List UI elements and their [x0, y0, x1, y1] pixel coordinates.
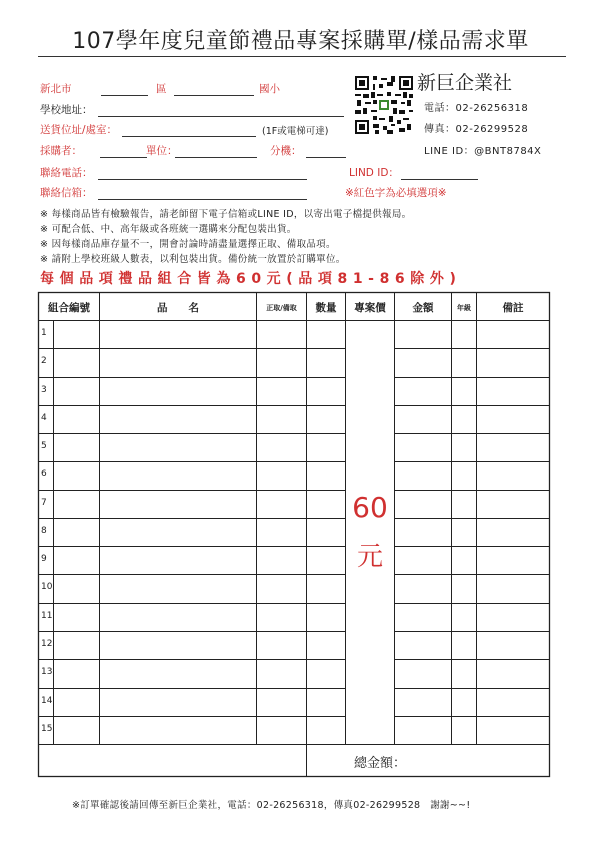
- unit-label: 單位：: [146, 145, 178, 157]
- table-row[interactable]: [39, 348, 549, 376]
- table-row[interactable]: [39, 716, 549, 744]
- address-label: 學校地址：: [40, 104, 93, 116]
- header-grade: 年級: [457, 304, 471, 312]
- row-number: 11: [41, 610, 53, 621]
- table-row[interactable]: [39, 574, 549, 602]
- table-row[interactable]: [39, 433, 549, 461]
- table-row[interactable]: [39, 405, 549, 433]
- table-row[interactable]: [39, 688, 549, 716]
- footer-note: ※訂單確認後請回傳至新巨企業社，電話：02-26256318，傳真02-26299528 謝謝~~!: [72, 800, 471, 811]
- table-row[interactable]: [39, 490, 549, 518]
- table-row[interactable]: [39, 320, 549, 348]
- company-tel: 電話：02-26256318: [424, 103, 529, 114]
- row-number: 2: [41, 356, 47, 367]
- company-name: 新巨企業社: [417, 72, 513, 94]
- page-title: 107學年度兒童節禮品專案採購單/樣品需求單: [72, 29, 529, 54]
- row-number: 7: [41, 497, 47, 508]
- delivery-label: 送貨位址/處室：: [40, 124, 118, 136]
- buyer-label: 採購者：: [40, 145, 82, 157]
- row-number: 4: [41, 412, 47, 423]
- row-number: 9: [41, 554, 47, 565]
- total-label: 總金額：: [354, 756, 407, 771]
- header-item-name: 品 名: [157, 302, 199, 314]
- table-row[interactable]: [39, 546, 549, 574]
- header-pick: 正取/備取: [266, 304, 297, 312]
- note-3: ※ 因每樣商品庫存量不一，開會討論時請盡量選擇正取、備取品項。: [40, 239, 336, 250]
- row-number: 5: [41, 441, 47, 452]
- table-row[interactable]: [39, 631, 549, 659]
- school-type-label: 國小: [259, 83, 280, 95]
- header-price: 專案價: [354, 302, 386, 314]
- row-number: 1: [41, 328, 47, 338]
- company-fax: 傳真：02-26299528: [424, 124, 529, 135]
- note-1: ※ 每樣商品皆有檢驗報告，請老師留下電子信箱或LINE ID，以寄出電子檔提供報局。: [40, 209, 412, 220]
- header-amount: 金額: [412, 302, 434, 314]
- table-row[interactable]: [39, 659, 549, 687]
- ext-label: 分機：: [270, 145, 302, 157]
- district-label: 區: [156, 83, 167, 95]
- table-row[interactable]: [39, 461, 549, 489]
- phone-label: 聯絡電話：: [40, 167, 93, 179]
- row-number: 6: [41, 469, 47, 480]
- header-remark: 備註: [502, 302, 524, 314]
- header-combo-no: 組合編號: [48, 302, 90, 314]
- row-number: 3: [41, 384, 47, 395]
- city-label: 新北市: [40, 83, 72, 95]
- row-number: 12: [41, 638, 53, 649]
- note-4: ※ 請附上學校班級人數表，以利包裝出貨。備份統一放置於訂購單位。: [40, 254, 346, 265]
- table-row[interactable]: [39, 518, 549, 546]
- price-value: 60: [352, 491, 388, 524]
- note-2: ※ 可配合低、中、高年級或各班統一選購來分配包裝出貨。: [40, 224, 297, 235]
- floor-note: (1F或電梯可達): [262, 126, 329, 137]
- required-note: ※紅色字為必填選項※: [345, 187, 447, 199]
- price-unit: 元: [356, 542, 383, 572]
- table-row[interactable]: [39, 603, 549, 631]
- email-label: 聯絡信箱：: [40, 187, 93, 199]
- line-id-label: LIND ID：: [349, 167, 399, 179]
- table-row[interactable]: [39, 377, 549, 405]
- row-number: 13: [41, 667, 53, 678]
- row-number: 10: [41, 582, 53, 593]
- total-amount-field[interactable]: [420, 746, 548, 774]
- price-headline: 每個品項禮品組合皆為60元(品項81-86除外): [40, 271, 462, 287]
- row-number: 14: [41, 695, 53, 706]
- row-number: 8: [41, 525, 47, 536]
- header-qty: 數量: [315, 302, 337, 314]
- company-line: LINE ID：@BNT8784X: [424, 146, 542, 157]
- row-number: 15: [41, 723, 53, 734]
